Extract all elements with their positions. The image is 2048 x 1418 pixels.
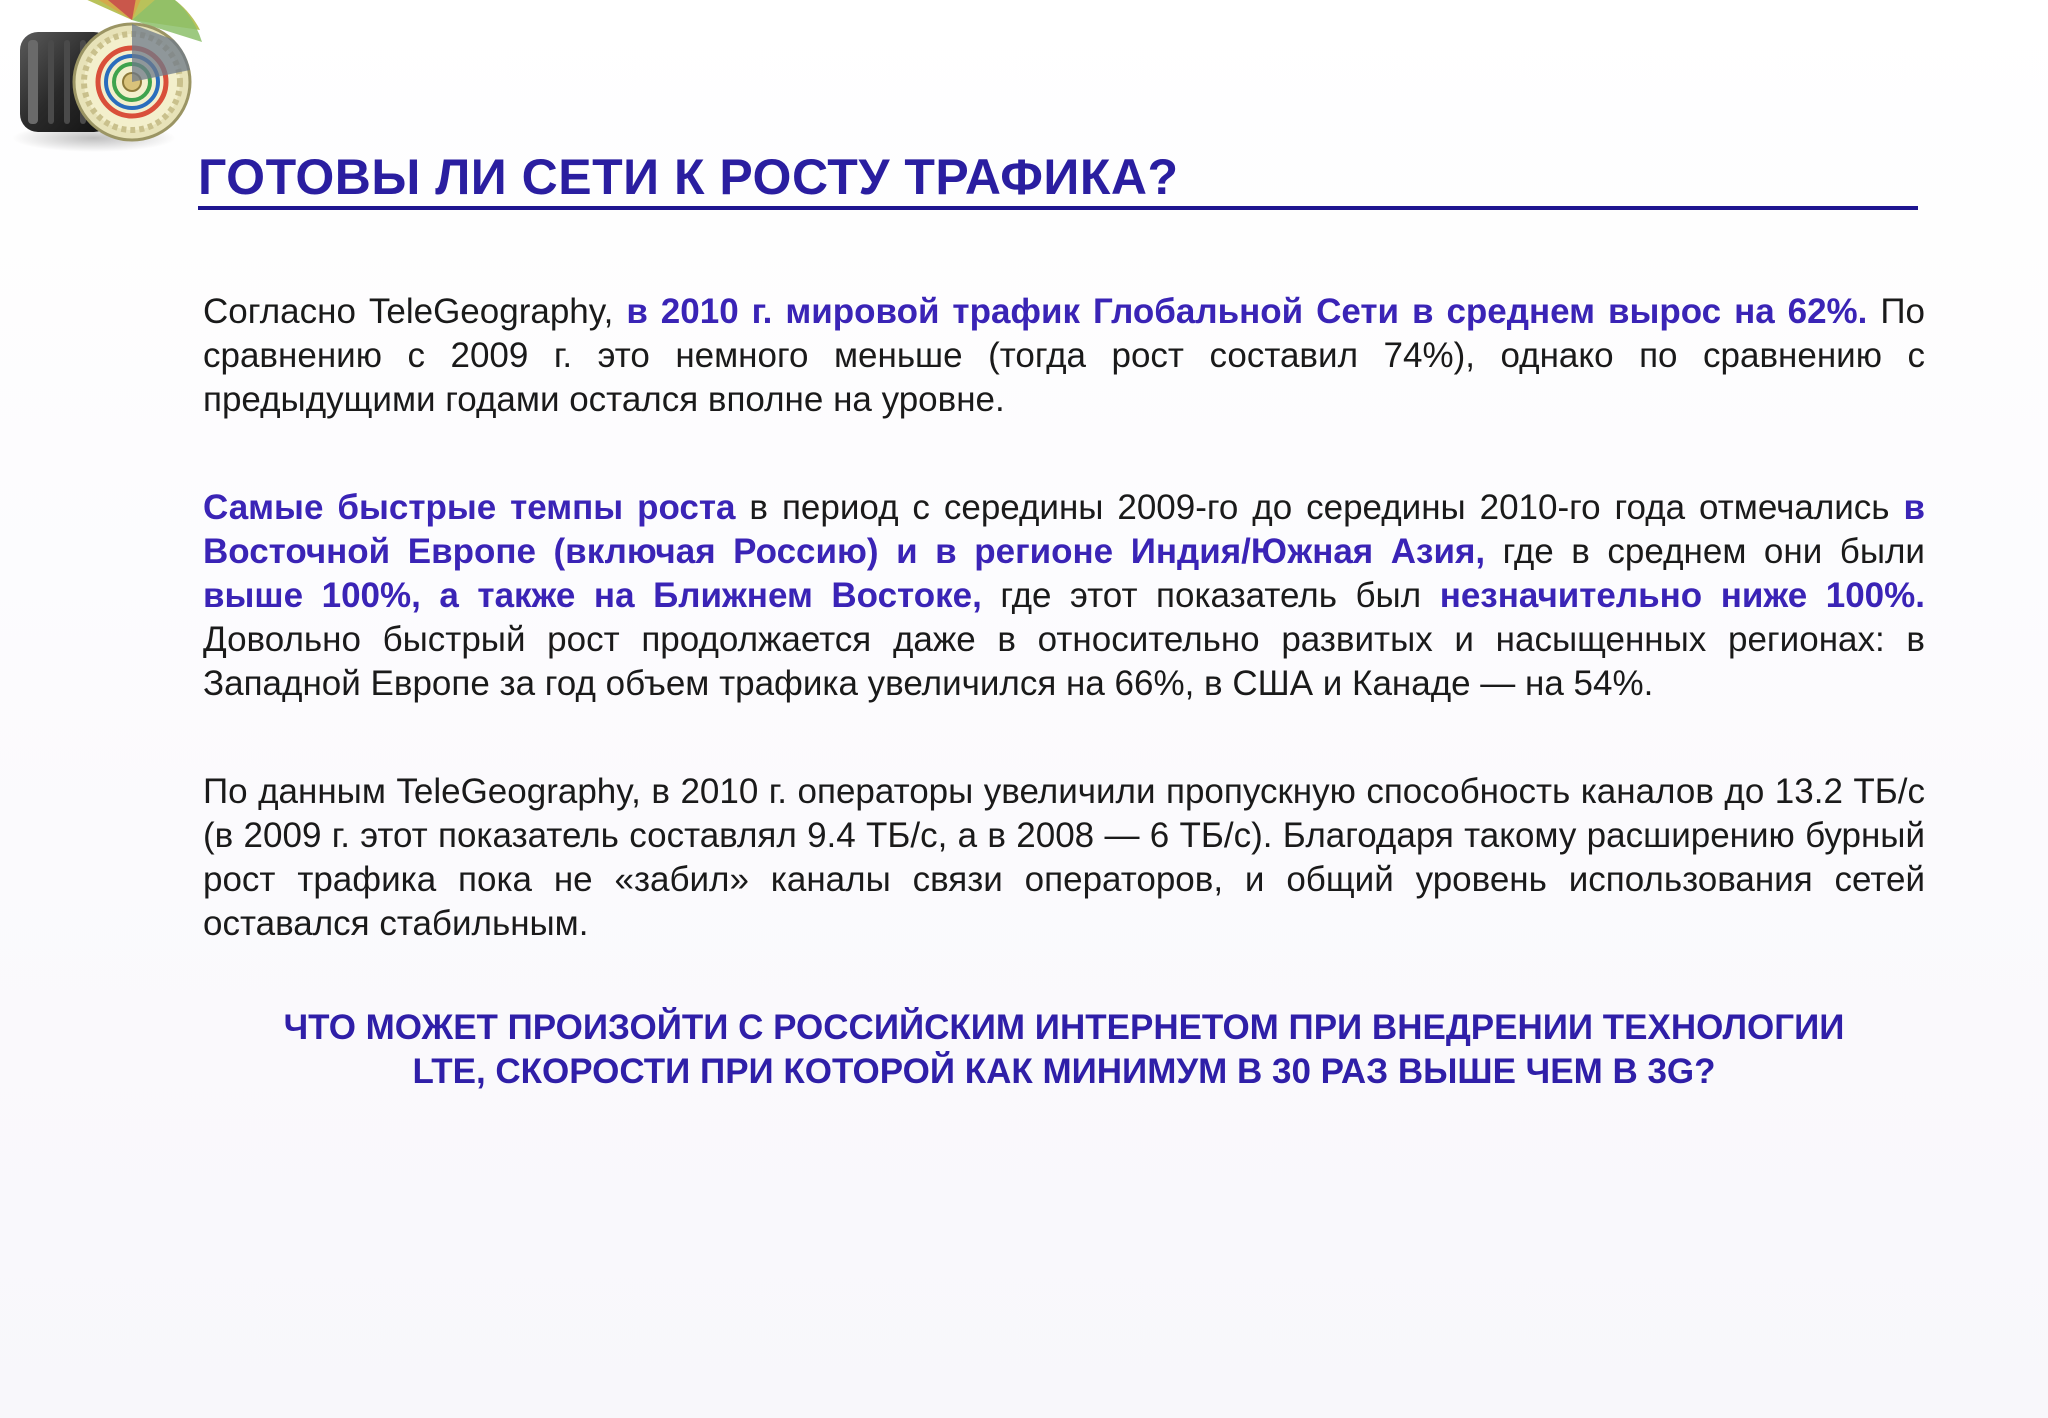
slide-content <box>203 290 1925 1094</box>
text-span: По сравнению с 2009 г. это немного меньше (тогда рост составил 74%), однако по сравнению с предыдущими годами остался вполне на уровне. <box>203 292 1925 419</box>
question-line-2: LTE, СКОРОСТИ ПРИ КОТОРОЙ КАК МИНИМУМ В 30 РАЗ ВЫШЕ ЧЕМ В 3G? <box>412 1052 1716 1091</box>
text-span: Довольно быстрый рост продолжается даже в относительно развитых и насыщенных регионах: в Западной Европе за год объем трафика увеличился на 66%, в США и Канаде — на 54%. <box>203 620 1925 703</box>
text-span: Согласно TeleGeography, <box>203 292 627 331</box>
paragraph-2 <box>203 486 1925 706</box>
text-span: где в среднем они были <box>1485 532 1925 571</box>
text-span: где этот показатель был <box>981 576 1440 615</box>
title-underline <box>198 206 1918 210</box>
highlight-span: в 2010 г. мировой трафик Глобальной Сети в среднем вырос на 62%. <box>626 292 1868 331</box>
highlight-span: незначительно ниже 100%. <box>1439 576 1925 615</box>
closing-question <box>203 1006 1925 1094</box>
motor-logo-icon <box>4 0 204 160</box>
text-span: в период с середины 2009-го до середины 2010-го года отмечались <box>735 488 1904 527</box>
text-span: По данным TeleGeography, в 2010 г. операторы увеличили пропускную способность каналов до 13.2 ТБ/с (в 2009 г. этот показатель составлял 9.4 ТБ/с, а в 2008 — 6 ТБ/с). Благодаря такому расширению бурный рост трафика пока не «забил» каналы связи операторов, и общий уровень использования сетей оставался стабильным. <box>203 772 1925 943</box>
paragraph-1 <box>203 290 1925 422</box>
paragraph-3 <box>203 770 1925 946</box>
highlight-span: выше 100%, а также на Ближнем Востоке, <box>203 576 982 615</box>
highlight-span: в Восточной Европе (включая Россию) и в регионе Индия/Южная Азия, <box>203 488 1925 571</box>
question-line-1: ЧТО МОЖЕТ ПРОИЗОЙТИ С РОССИЙСКИМ ИНТЕРНЕТОМ ПРИ ВНЕДРЕНИИ ТЕХНОЛОГИИ <box>283 1008 1845 1047</box>
highlight-span: Самые быстрые темпы роста <box>203 488 736 527</box>
slide-title: ГОТОВЫ ЛИ СЕТИ К РОСТУ ТРАФИКА? <box>198 149 1179 205</box>
